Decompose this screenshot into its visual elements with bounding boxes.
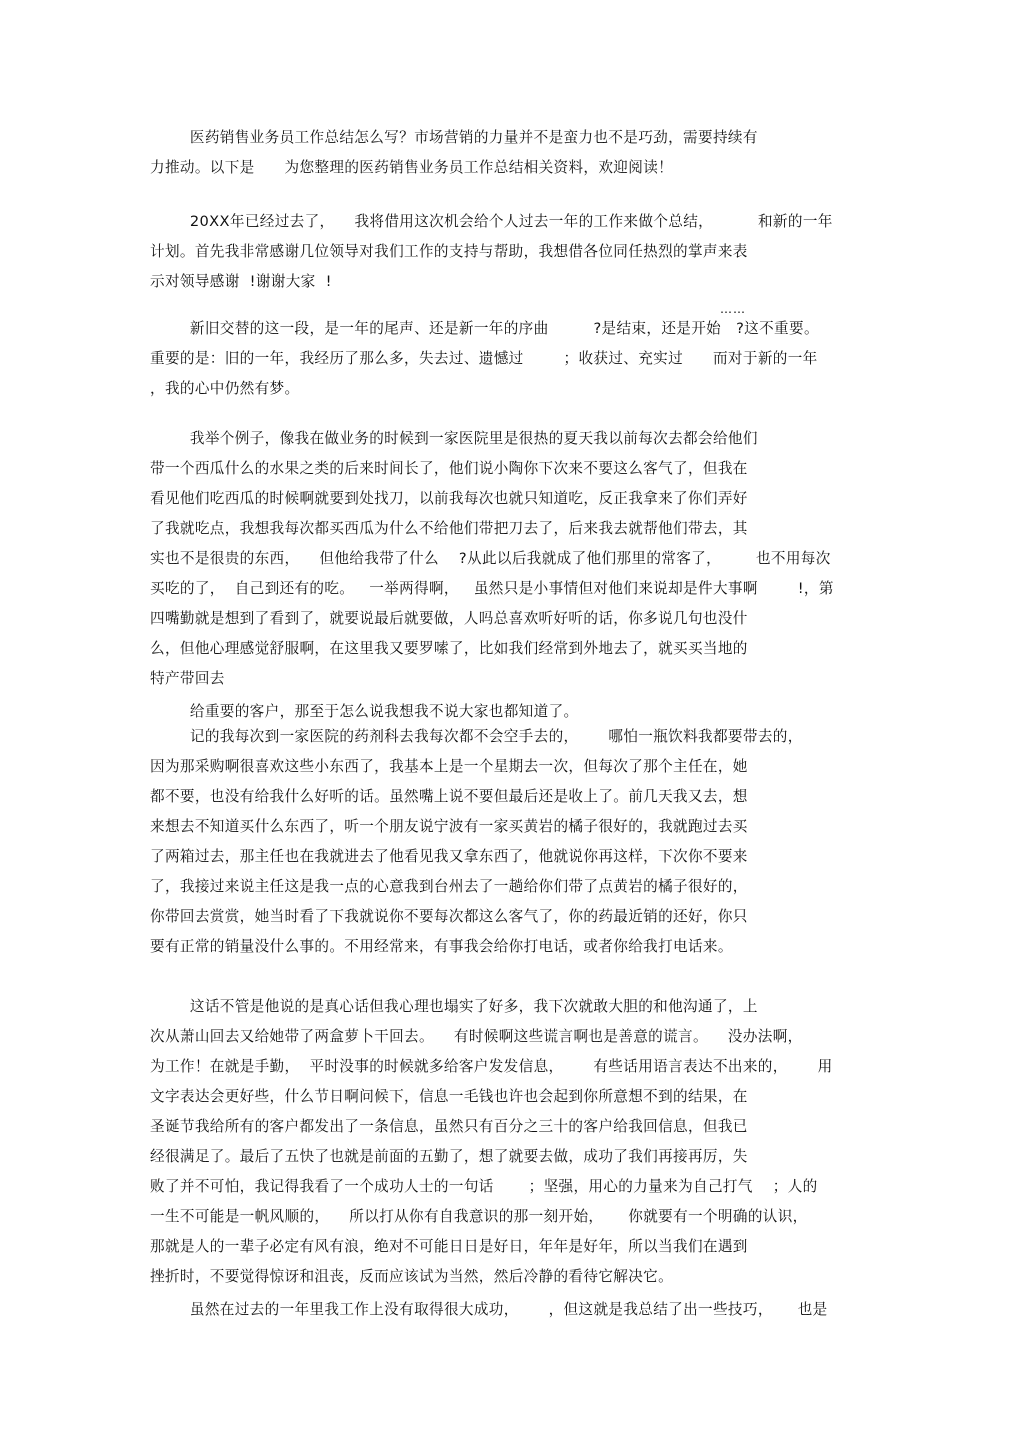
text-line: 力推动。以下是 为您整理的医药销售业务员工作总结相关资料，欢迎阅读！ — [150, 159, 674, 176]
text-line: 了两箱过去，那主任也在我就进去了他看见我又拿东西了，他就说你再这样，下次你不要来 — [150, 848, 748, 865]
paragraph-example — [150, 424, 874, 694]
text-line: 虽然在过去的一年里我工作上没有取得很大成功， ，但这就是我总结了出一些技巧， 也是 — [150, 1301, 828, 1318]
paragraph-intro — [150, 123, 874, 183]
paragraph-closing — [150, 1295, 874, 1325]
text-line: 败了并不可怕，我记得我看了一个成功人士的一句话 ；坚强，用心的力量来为自己打气 ；人的 — [150, 1178, 818, 1195]
text-line: 看见他们吃西瓜的时候啊就要到处找刀，以前我每次也就只知道吃，反正我拿来了你们弄好 — [150, 490, 748, 507]
text-line: 新旧交替的这一段，是一年的尾声、还是新一年的序曲 ?是结束，还是开始 ?这不重要。 — [150, 320, 819, 337]
text-line: 20XX年已经过去了， 我将借用这次机会给个人过去一年的工作来做个总结， 和新的一年 — [150, 213, 833, 230]
text-line: 为工作！在就是手勤， 平时没事的时候就多给客户发发信息， 有些话用语言表达不出来的， 用 — [150, 1058, 833, 1075]
text-line: 特产带回去 — [150, 670, 225, 687]
text-line: 都不要，也没有给我什么好听的话。虽然嘴上说不要但最后还是收上了。前几天我又去，想 — [150, 788, 748, 805]
text-line: 要有正常的销量没什么事的。不用经常来，有事我会给你打电话，或者你给我打电话来。 — [150, 938, 733, 955]
text-line: 四嘴勤就是想到了看到了，就要说最后就要做，人吗总喜欢听好听的话，你多说几句也没什 — [150, 610, 748, 627]
paragraph-year-summary — [150, 207, 874, 297]
text-line: 带一个西瓜什么的水果之类的后来时间长了，他们说小陶你下次来不要这么客气了，但我在 — [150, 460, 748, 477]
text-line: 计划。首先我非常感谢几位领导对我们工作的支持与帮助，我想借各位同任热烈的掌声来表 — [150, 243, 748, 260]
text-line: 次从萧山回去又给她带了两盒萝卜干回去。 有时候啊这些谎言啊也是善意的谎言。 没办法啊， — [150, 1028, 803, 1045]
text-line: 因为那采购啊很喜欢这些小东西了，我基本上是一个星期去一次，但每次了那个主任在，她 — [150, 758, 748, 775]
text-line: 文字表达会更好些，什么节日啊问候下，信息一毛钱也许也会起到你所意想不到的结果，在 — [150, 1088, 748, 1105]
paragraph-new-old — [150, 314, 874, 404]
text-line: 来想去不知道买什么东西了，听一个朋友说宁波有一家买黄岩的橘子很好的，我就跑过去买 — [150, 818, 748, 835]
text-line: 么，但他心理感觉舒服啊，在这里我又要罗嗦了，比如我们经常到外地去了，就买买当地的 — [150, 640, 748, 657]
text-line: 了我就吃点，我想我每次都买西瓜为什么不给他们带把刀去了，后来我去就帮他们带去，其 — [150, 520, 748, 537]
text-line: 挫折时，不要觉得惊讶和沮丧，反而应该试为当然，然后冷静的看待它解决它。 — [150, 1268, 674, 1285]
text-line: 记的我每次到一家医院的药剂科去我每次都不会空手去的， 哪怕一瓶饮料我都要带去的， — [150, 728, 803, 745]
paragraph-diligence — [150, 992, 874, 1292]
text-line: 一生不可能是一帆风顺的， 所以打从你有自我意识的那一刻开始， 你就要有一个明确的认识， — [150, 1208, 808, 1225]
text-line: 了，我接过来说主任这是我一点的心意我到台州去了一趟给你们带了点黄岩的橘子很好的， — [150, 878, 748, 895]
text-line: 我举个例子，像我在做业务的时候到一家医院里是很热的夏天我以前每次去都会给他们 — [150, 430, 758, 447]
text-line: 重要的是：旧的一年，我经历了那么多，失去过、遗憾过 ；收获过、充实过 而对于新的一年 — [150, 350, 818, 367]
text-line: ，我的心中仍然有梦。 — [150, 380, 300, 397]
paragraph-pharmacy — [150, 722, 874, 962]
text-line: 买吃的了， 自己到还有的吃。 一举两得啊， 虽然只是小事情但对他们来说却是件大事啊 !，第 — [150, 580, 834, 597]
text-line: 给重要的客户，那至于怎么说我想我不说大家也都知道了。 — [150, 703, 579, 720]
text-line: 圣诞节我给所有的客户都发出了一条信息，虽然只有百分之三十的客户给我回信息，但我已 — [150, 1118, 748, 1135]
text-line: 实也不是很贵的东西， 但他给我带了什么 ?从此以后我就成了他们那里的常客了， 也不用每次 — [150, 550, 831, 567]
text-line: 这话不管是他说的是真心话但我心理也塌实了好多，我下次就敢大胆的和他沟通了，上 — [150, 998, 758, 1015]
text-line: 那就是人的一辈子必定有风有浪，绝对不可能日日是好日，年年是好年，所以当我们在遇到 — [150, 1238, 748, 1255]
text-line: 医药销售业务员工作总结怎么写？市场营销的力量并不是蛮力也不是巧劲，需要持续有 — [150, 129, 758, 146]
ellipsis-mark: …… — [720, 302, 746, 316]
text-line: 经很满足了。最后了五快了也就是前面的五勤了，想了就要去做，成功了我们再接再厉，失 — [150, 1148, 748, 1165]
text-line: 示对领导感谢 !谢谢大家 ! — [150, 273, 332, 290]
text-line: 你带回去赏赏，她当时看了下我就说你不要每次都这么客气了，你的药最近销的还好，你只 — [150, 908, 748, 925]
